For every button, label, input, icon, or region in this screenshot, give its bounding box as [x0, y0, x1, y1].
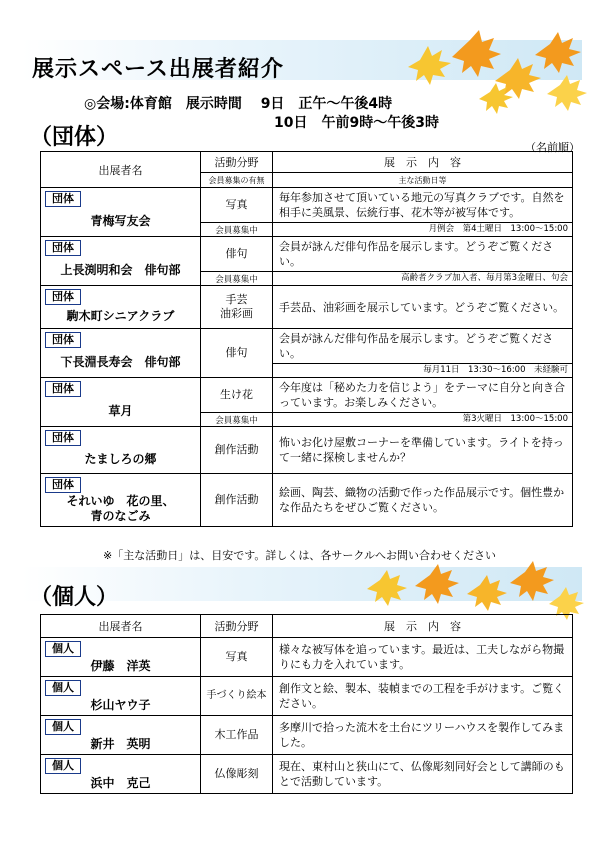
exhibitor-name: 新井 英明: [90, 736, 151, 751]
group-tag: 団体: [45, 430, 81, 446]
individual-tag: 個人: [45, 758, 81, 774]
exhibitor-name-cell: [41, 677, 201, 716]
exhibitor-name-cell: [41, 286, 201, 329]
exhibitor-name-cell: [41, 427, 201, 474]
activity-field: 俳句: [201, 329, 273, 378]
group-tag: 団体: [45, 381, 81, 397]
activity-field: 写真: [201, 638, 273, 677]
group-tag: 団体: [45, 289, 81, 305]
col-header-field: 活動分野: [201, 615, 273, 638]
activity-field: 俳句: [201, 237, 273, 272]
exhibitor-name-cell: [41, 188, 201, 237]
activity-schedule: 月例会 第4土曜日 13:00～15:00: [273, 223, 573, 237]
table-row: [41, 188, 573, 223]
exhibitor-name: 青梅写友会: [90, 213, 151, 228]
exhibitor-name-cell: [41, 755, 201, 794]
group-heading: （団体）: [30, 125, 119, 150]
individual-tag: 個人: [45, 641, 81, 657]
activity-schedule: 第3火曜日 13:00～15:00: [273, 413, 573, 427]
activity-field: 木工作品: [201, 716, 273, 755]
exhibit-description: 創作文と絵、製本、装幀までの工程を手がけます。ご覧ください。: [273, 677, 573, 716]
recruit-status: 会員募集中: [201, 272, 273, 286]
venue-line-2: 10日 午前9時～午後3時: [274, 115, 439, 131]
exhibitor-name: 浜中 克己: [90, 775, 151, 790]
maple-leaves-decoration: [380, 30, 600, 120]
table-row: [41, 427, 573, 474]
activity-field: 仏像彫刻: [201, 755, 273, 794]
col-header-name: 出展者名: [41, 615, 201, 638]
table-row: [41, 755, 573, 794]
table-row: [41, 638, 573, 677]
activity-field: 手芸 油彩画: [201, 286, 273, 329]
activity-schedule: 毎月11日 13:30～16:00 未経験可: [273, 364, 573, 378]
table-row: [41, 474, 573, 527]
exhibit-description: 今年度は「秘めた力を信じよう」をテーマに自分と向き合っています。お楽しみください。: [273, 378, 573, 413]
activity-field: 写真: [201, 188, 273, 223]
recruit-status: 会員募集中: [201, 413, 273, 427]
group-tag: 団体: [45, 191, 81, 207]
exhibit-description: 現在、東村山と狭山にて、仏像彫刻同好会として講師のもとで活動しています。: [273, 755, 573, 794]
exhibit-description: 毎年参加させて頂いている地元の写真クラブです。自然を相手に美風景、伝統行事、花木等が被写体です。: [273, 188, 573, 223]
col-header-field: 活動分野: [201, 152, 273, 173]
exhibitor-name: たましろの郷: [84, 451, 157, 466]
exhibit-description: 手芸品、油彩画を展示しています。どうぞご覧ください。: [273, 286, 573, 329]
maple-leaves-decoration-2: [360, 560, 590, 620]
exhibitor-name: 伊藤 洋英: [90, 658, 151, 673]
activity-field: 手づくり絵本: [201, 677, 273, 716]
order-note: （名前順）: [525, 141, 580, 154]
sub-header-activity: 主な活動日等: [273, 173, 573, 188]
exhibitor-name: 草月: [108, 403, 133, 418]
table-row: [41, 329, 573, 364]
col-header-content: 展 示 内 容: [273, 615, 573, 638]
table-row: [41, 237, 573, 272]
activity-field: 創作活動: [201, 474, 273, 527]
exhibitor-name-cell: [41, 474, 201, 527]
activity-field: 創作活動: [201, 427, 273, 474]
individual-tag: 個人: [45, 680, 81, 696]
exhibitor-name: 上長渕明和会 俳句部: [60, 262, 181, 277]
col-header-name: 出展者名: [41, 152, 201, 188]
exhibit-description: 会員が詠んだ俳句作品を展示します。どうぞご覧ください。: [273, 237, 573, 272]
exhibitor-name: 下長淵長寿会 俳句部: [60, 354, 181, 369]
group-exhibitor-table: [40, 151, 573, 527]
exhibitor-name-cell: [41, 237, 201, 286]
exhibitor-name-cell: [41, 378, 201, 427]
exhibitor-name: それいゆ 花の里、 青のなごみ: [66, 493, 175, 523]
group-tag: 団体: [45, 240, 81, 256]
table-row: [41, 677, 573, 716]
exhibit-description: 怖いお化け屋敷コーナーを準備しています。ライトを持って一緒に探検しませんか？: [273, 427, 573, 474]
sub-header-recruit: 会員募集の有無: [201, 173, 273, 188]
exhibitor-name: 駒木町シニアクラブ: [66, 308, 175, 323]
table-row: [41, 716, 573, 755]
exhibit-description: 様々な被写体を追っています。最近は、工夫しながら物撮りにも力を入れています。: [273, 638, 573, 677]
col-header-content: 展 示 内 容: [273, 152, 573, 173]
venue-line: ◎会場:体育館 展示時間 9日 正午～午後4時: [84, 96, 393, 112]
exhibitor-name-cell: [41, 329, 201, 378]
group-tag: 団体: [45, 332, 81, 348]
exhibit-description: 絵画、陶芸、織物の活動で作った作品展示です。個性豊かな作品たちをぜひご覧ください。: [273, 474, 573, 527]
footnote: ※「主な活動日」は、目安です。詳しくは、各サークルへお問い合わせください: [103, 549, 497, 562]
page-title: 展示スペース出展者紹介: [32, 57, 284, 82]
individual-tag: 個人: [45, 719, 81, 735]
individual-heading: （個人）: [30, 585, 119, 610]
table-row: [41, 286, 573, 329]
exhibitor-name: 杉山ヤウ子: [90, 697, 151, 712]
exhibit-description: 多摩川で拾った流木を土台にツリーハウスを製作してみました。: [273, 716, 573, 755]
exhibitor-name-cell: [41, 716, 201, 755]
exhibit-description: 会員が詠んだ俳句作品を展示します。どうぞご覧ください。: [273, 329, 573, 364]
exhibitor-name-cell: [41, 638, 201, 677]
recruit-status: 会員募集中: [201, 223, 273, 237]
activity-schedule: 高齢者クラブ加入者、毎月第3金曜日、句会: [273, 272, 573, 286]
individual-exhibitor-table: [40, 614, 573, 794]
group-tag: 団体: [45, 477, 81, 493]
table-row: [41, 378, 573, 413]
activity-field: 生け花: [201, 378, 273, 413]
